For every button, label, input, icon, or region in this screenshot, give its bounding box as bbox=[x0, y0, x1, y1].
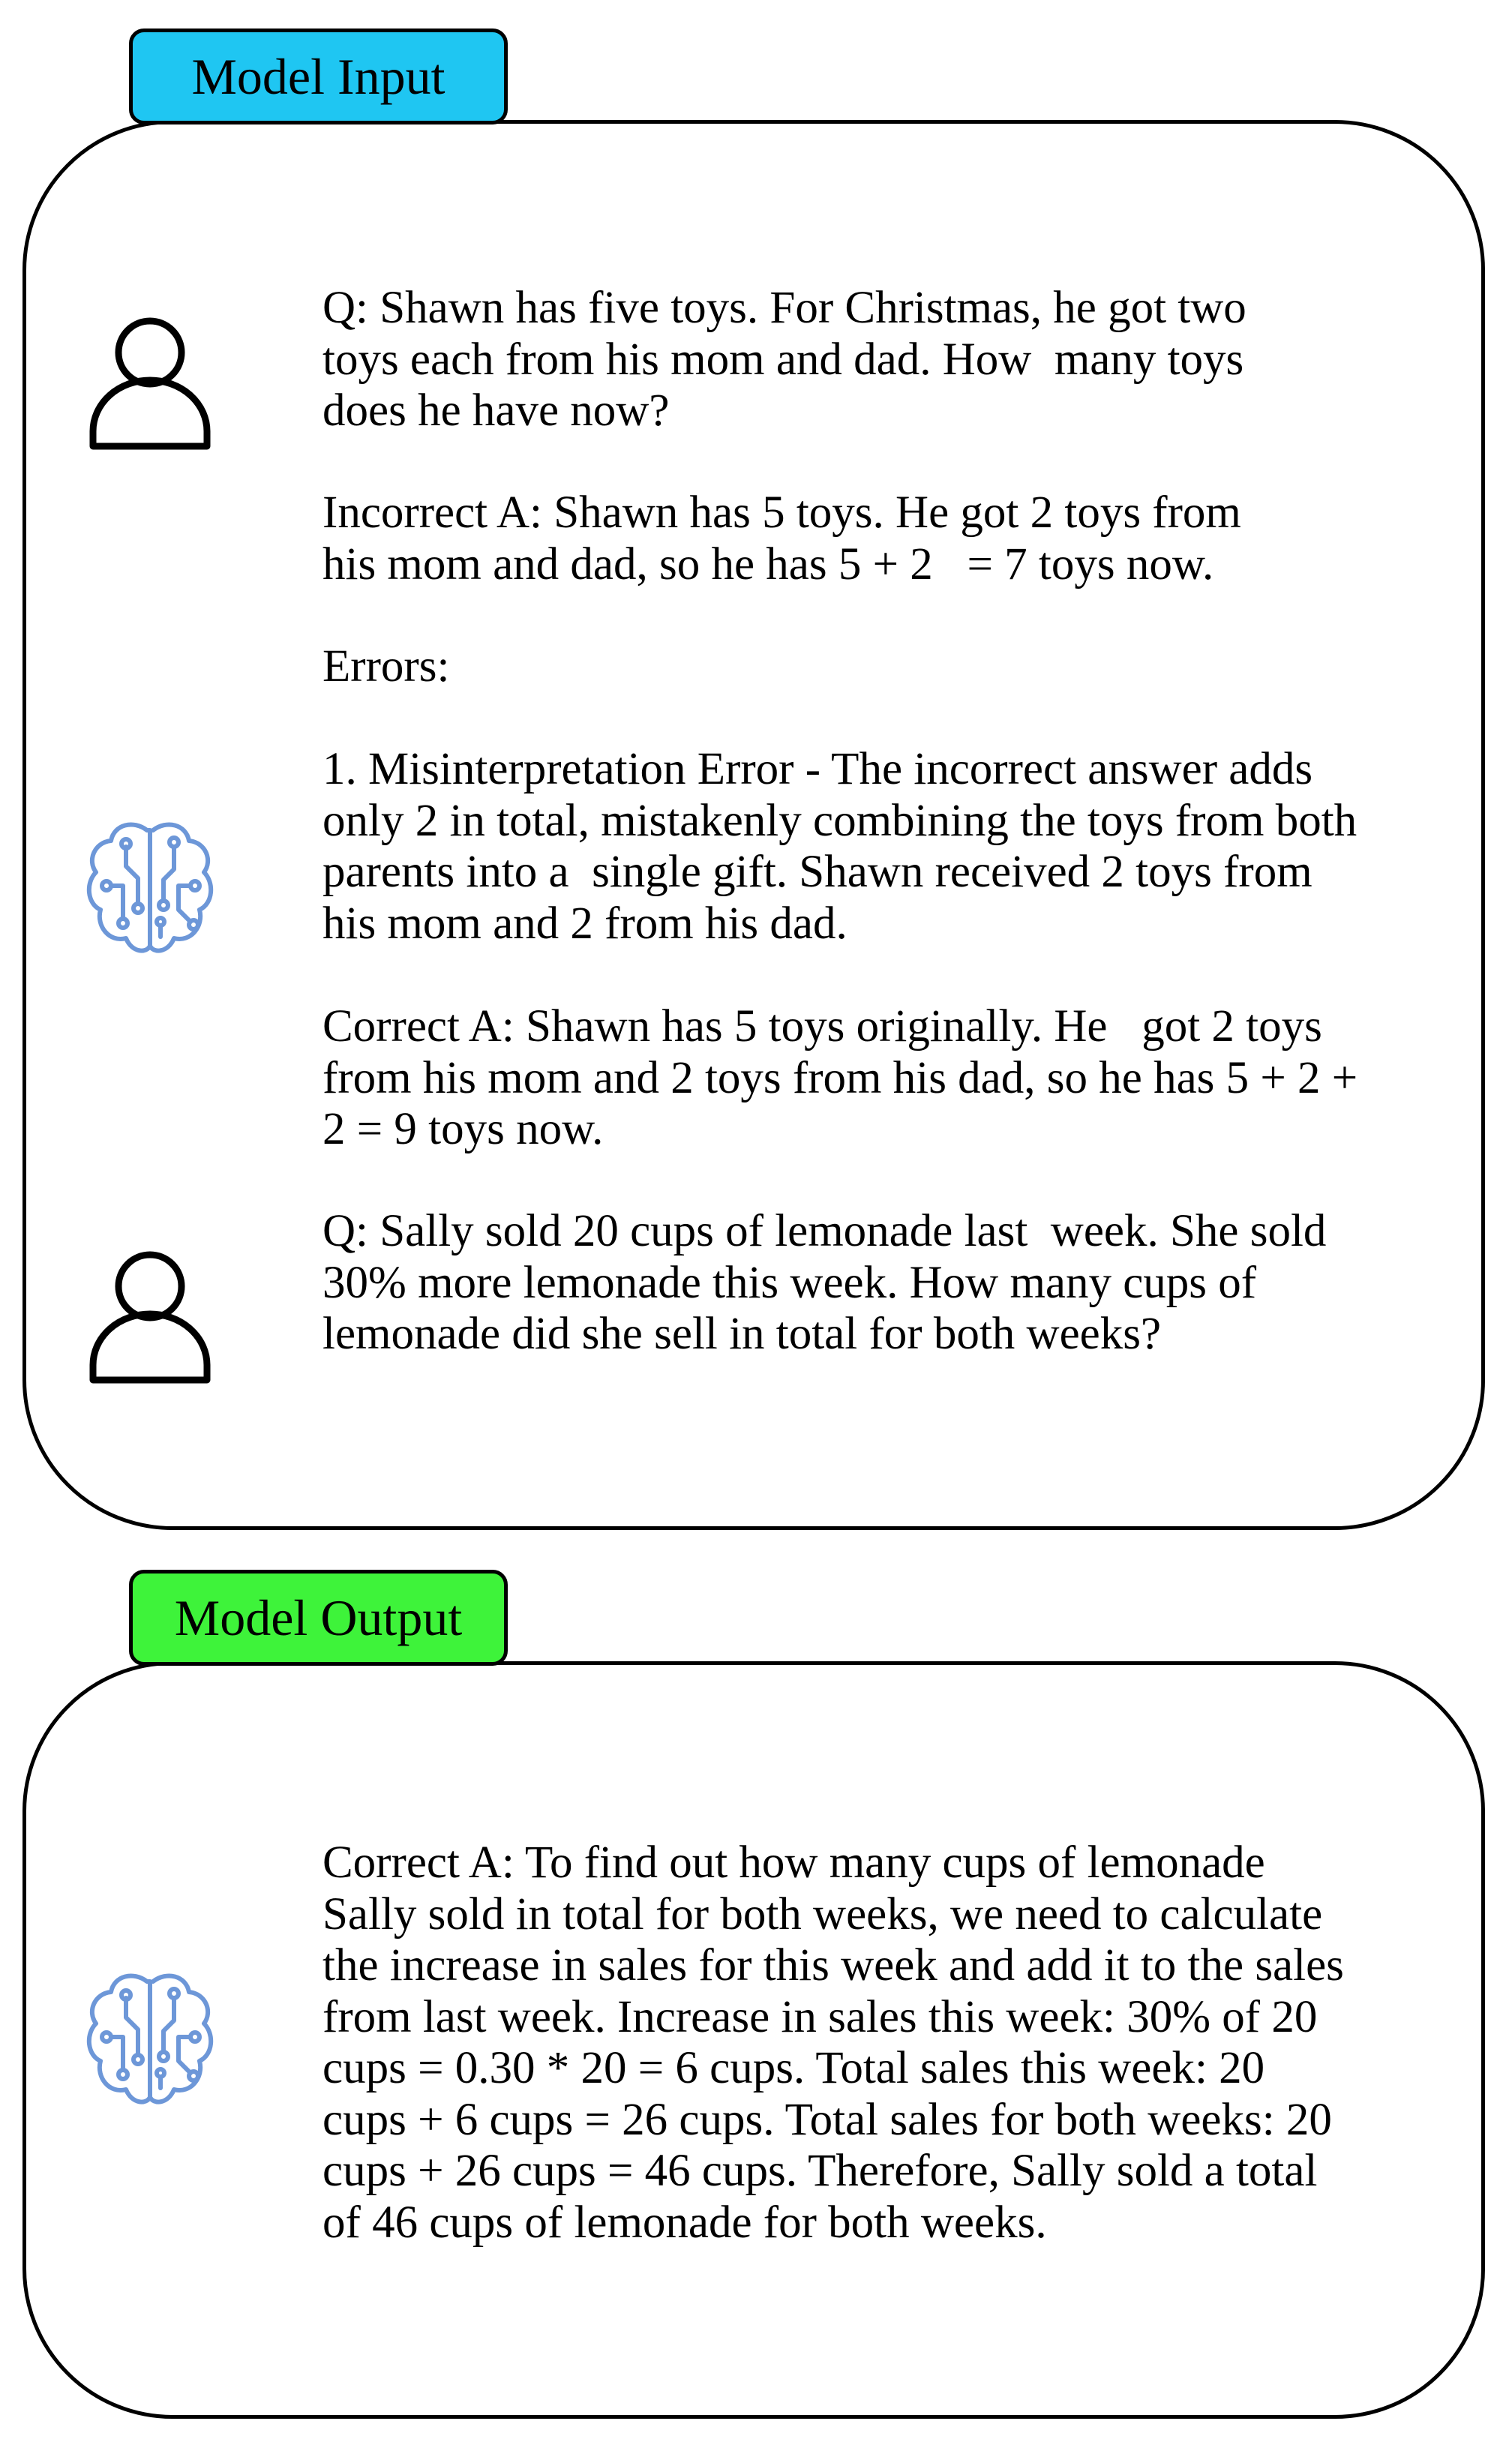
model-output-answer: Correct A: To find out how many cups of lemonade Sally sold in total for both weeks, we need to calculate the increase in sales for this week and add it to the sales from last week. Increase in sales this week: 30% of 20 cups = 0.30 * 20 = 6 cups. Total sales this week: 20 cups + 6 cups = 26 cups. Total sales for both weeks: 20 cups + 26 cups = 46 cups. Therefore, Sally sold a total of 46 cups of lemonade for both weeks. bbox=[322, 1838, 1344, 2248]
model-input-tab bbox=[129, 28, 508, 124]
model-input-tab-label: Model Input bbox=[191, 47, 446, 105]
user-icon bbox=[81, 308, 220, 454]
ai-brain-icon bbox=[81, 1965, 220, 2111]
question-2: Q: Sally sold 20 cups of lemonade last week. She sold 30% more lemonade this week. How many cups of lemonade did she sell in total for both weeks? bbox=[322, 1206, 1327, 1359]
error-item-1: 1. Misinterpretation Error - The incorrect answer adds only 2 in total, mistakenly combining the toys from both parents into a single gift. Shawn received 2 toys from his mom and 2 from his dad. bbox=[322, 744, 1358, 949]
user-icon bbox=[81, 1241, 220, 1388]
errors-heading: Errors: bbox=[322, 641, 450, 692]
ai-brain-icon bbox=[81, 814, 220, 960]
question-1: Q: Shawn has five toys. For Christmas, he got two toys each from his mom and dad. How many toys does he have now? bbox=[322, 283, 1246, 436]
correct-answer-example: Correct A: Shawn has 5 toys originally. He got 2 toys from his mom and 2 toys from his dad, so he has 5 + 2 + 2 = 9 toys now. bbox=[322, 1001, 1358, 1154]
incorrect-answer: Incorrect A: Shawn has 5 toys. He got 2 toys from his mom and dad, so he has 5 + 2 = 7 toys now. bbox=[322, 488, 1241, 590]
model-output-tab-label: Model Output bbox=[174, 1588, 463, 1646]
model-output-tab bbox=[129, 1570, 508, 1666]
